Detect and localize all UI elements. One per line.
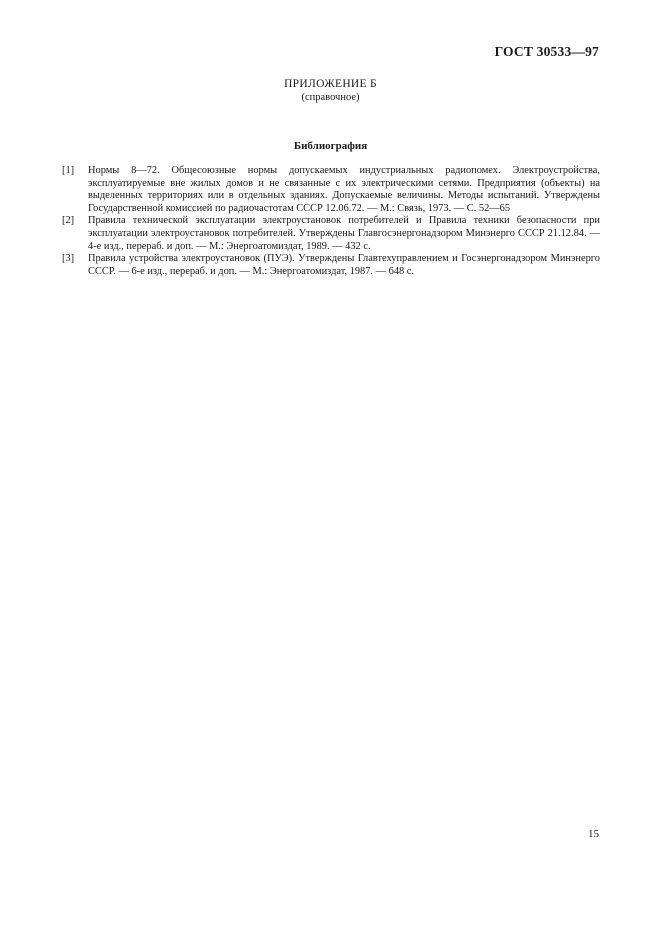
bibliography-item-number: [2] xyxy=(62,215,75,227)
bibliography-item-text: Нормы 8—72. Общесоюзные нормы допускаемых индустриальных радиопомех. Электроустройства, эксплуатируемые вне жилых домов и не связанные с их электрическими сетями. Предприятия (объекты) на выделенных территориях или в отдельных зданиях. Допускаемые величины. Методы испытаний. Утверждены Государственной комиссией по радиочастотам СССР 12.06.72. — М.: Связь, 1973. — С. 52—65 xyxy=(88,165,600,214)
bibliography-item xyxy=(62,215,600,253)
bibliography-item-text: Правила технической эксплуатации электроустановок потребителей и Правила техники безопасности при эксплуатации электроустановок потребителей. Утверждены Главгосэнергонадзором Минэнерго СССР 21.12.84. — 4-е изд., перераб. и доп. — М.: Энергоатомиздат, 1989. — 432 с. xyxy=(88,215,600,252)
appendix-subtitle: (справочное) xyxy=(301,92,360,103)
bibliography-item-text: Правила устройства электроустановок (ПУЭ). Утверждены Главтехуправлением и Госэнергонадзором Минэнерго СССР. — 6-е изд., перераб. и доп. — М.: Энергоатомиздат, 1987. — 648 с. xyxy=(88,253,600,277)
appendix-heading xyxy=(0,77,661,105)
bibliography-item xyxy=(62,253,600,278)
bibliography-item xyxy=(62,165,600,215)
bibliography-item-number: [3] xyxy=(62,253,75,265)
bibliography-list xyxy=(62,165,600,278)
bibliography-heading: Библиография xyxy=(293,140,368,152)
bibliography-item-number: [1] xyxy=(62,165,75,176)
standard-code: ГОСТ 30533—97 xyxy=(494,44,599,59)
appendix-title: ПРИЛОЖЕНИЕ Б xyxy=(284,78,377,90)
page-number: 15 xyxy=(588,828,599,840)
